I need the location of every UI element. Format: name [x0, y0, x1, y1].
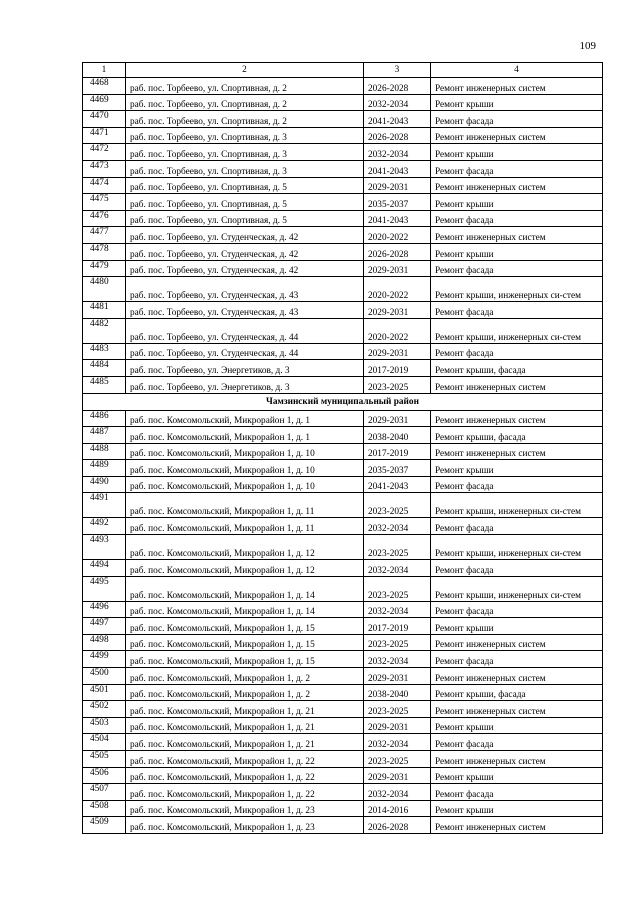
row-work-type: Ремонт крыши, инженерных си-стем — [431, 277, 603, 302]
row-number: 4504 — [83, 734, 126, 751]
table-row — [83, 493, 603, 518]
row-address: раб. пос. Комсомольский, Микрорайон 1, д. 12 — [126, 560, 364, 577]
row-period: 2017-2019 — [364, 360, 431, 377]
row-work-type: Ремонт крыши — [431, 717, 603, 734]
row-address: раб. пос. Торбеево, ул. Энергетиков, д. 3 — [126, 360, 364, 377]
row-work-type: Ремонт инженерных систем — [431, 127, 603, 144]
column-header: 3 — [364, 63, 431, 78]
row-address: раб. пос. Комсомольский, Микрорайон 1, д. 21 — [126, 701, 364, 718]
row-address: раб. пос. Торбеево, ул. Спортивная, д. 5 — [126, 177, 364, 194]
row-period: 2032-2034 — [364, 734, 431, 751]
row-period: 2029-2031 — [364, 177, 431, 194]
row-number: 4507 — [83, 784, 126, 801]
row-work-type: Ремонт крыши — [431, 460, 603, 477]
row-number: 4502 — [83, 701, 126, 718]
row-number: 4499 — [83, 651, 126, 668]
capital-repair-table — [82, 62, 603, 834]
row-number: 4505 — [83, 751, 126, 768]
row-number: 4487 — [83, 427, 126, 444]
row-number: 4494 — [83, 560, 126, 577]
row-address: раб. пос. Комсомольский, Микрорайон 1, д. 11 — [126, 518, 364, 535]
table-row — [83, 717, 603, 734]
row-period: 2038-2040 — [364, 684, 431, 701]
table-row — [83, 734, 603, 751]
table-row — [83, 227, 603, 244]
row-work-type: Ремонт инженерных систем — [431, 701, 603, 718]
row-number: 4475 — [83, 194, 126, 211]
table-row — [83, 94, 603, 111]
table-row — [83, 127, 603, 144]
row-work-type: Ремонт крыши, инженерных си-стем — [431, 535, 603, 560]
row-period: 2038-2040 — [364, 427, 431, 444]
row-work-type: Ремонт инженерных систем — [431, 668, 603, 685]
row-work-type: Ремонт фасада — [431, 160, 603, 177]
row-number: 4497 — [83, 618, 126, 635]
row-work-type: Ремонт фасада — [431, 302, 603, 319]
table-row — [83, 318, 603, 343]
row-work-type: Ремонт инженерных систем — [431, 78, 603, 95]
table-row — [83, 111, 603, 128]
row-period: 2032-2034 — [364, 601, 431, 618]
row-address: раб. пос. Торбеево, ул. Студенческая, д. 42 — [126, 260, 364, 277]
row-period: 2023-2025 — [364, 751, 431, 768]
row-period: 2026-2028 — [364, 78, 431, 95]
table-row — [83, 784, 603, 801]
row-number: 4492 — [83, 518, 126, 535]
row-number: 4500 — [83, 668, 126, 685]
row-address: раб. пос. Комсомольский, Микрорайон 1, д. 23 — [126, 817, 364, 834]
row-work-type: Ремонт крыши — [431, 618, 603, 635]
row-period: 2026-2028 — [364, 127, 431, 144]
table-row — [83, 618, 603, 635]
table-row — [83, 767, 603, 784]
row-work-type: Ремонт фасада — [431, 651, 603, 668]
row-number: 4468 — [83, 78, 126, 95]
row-work-type: Ремонт фасада — [431, 784, 603, 801]
row-address: раб. пос. Комсомольский, Микрорайон 1, д. 10 — [126, 460, 364, 477]
row-period: 2032-2034 — [364, 560, 431, 577]
row-address: раб. пос. Торбеево, ул. Студенческая, д. 44 — [126, 343, 364, 360]
row-address: раб. пос. Комсомольский, Микрорайон 1, д. 1 — [126, 427, 364, 444]
row-number: 4488 — [83, 443, 126, 460]
row-period: 2032-2034 — [364, 144, 431, 161]
row-number: 4506 — [83, 767, 126, 784]
row-work-type: Ремонт фасада — [431, 111, 603, 128]
row-number: 4473 — [83, 160, 126, 177]
row-period: 2017-2019 — [364, 618, 431, 635]
section-row — [83, 393, 603, 410]
row-period: 2032-2034 — [364, 784, 431, 801]
table-row — [83, 476, 603, 493]
row-work-type: Ремонт фасада — [431, 734, 603, 751]
row-address: раб. пос. Комсомольский, Микрорайон 1, д. 1 — [126, 410, 364, 427]
row-period: 2041-2043 — [364, 210, 431, 227]
table-row — [83, 302, 603, 319]
table-row — [83, 684, 603, 701]
table-row — [83, 410, 603, 427]
column-header: 1 — [83, 63, 126, 78]
table-row — [83, 427, 603, 444]
table-row — [83, 560, 603, 577]
row-work-type: Ремонт крыши, инженерных си-стем — [431, 576, 603, 601]
row-number: 4470 — [83, 111, 126, 128]
row-period: 2029-2031 — [364, 668, 431, 685]
table-row — [83, 460, 603, 477]
row-address: раб. пос. Комсомольский, Микрорайон 1, д. 2 — [126, 668, 364, 685]
row-address: раб. пос. Торбеево, ул. Спортивная, д. 3 — [126, 127, 364, 144]
row-number: 4498 — [83, 634, 126, 651]
row-period: 2023-2025 — [364, 576, 431, 601]
row-work-type: Ремонт инженерных систем — [431, 410, 603, 427]
row-address: раб. пос. Комсомольский, Микрорайон 1, д. 23 — [126, 800, 364, 817]
row-period: 2017-2019 — [364, 443, 431, 460]
table-row — [83, 576, 603, 601]
row-number: 4474 — [83, 177, 126, 194]
row-number: 4481 — [83, 302, 126, 319]
row-work-type: Ремонт крыши — [431, 243, 603, 260]
row-period: 2035-2037 — [364, 194, 431, 211]
row-period: 2041-2043 — [364, 160, 431, 177]
row-period: 2032-2034 — [364, 94, 431, 111]
row-work-type: Ремонт крыши, инженерных си-стем — [431, 493, 603, 518]
row-address: раб. пос. Комсомольский, Микрорайон 1, д. 21 — [126, 717, 364, 734]
table-row — [83, 376, 603, 393]
row-address: раб. пос. Комсомольский, Микрорайон 1, д. 22 — [126, 767, 364, 784]
row-work-type: Ремонт крыши, инженерных си-стем — [431, 318, 603, 343]
row-work-type: Ремонт крыши, фасада — [431, 684, 603, 701]
row-address: раб. пос. Торбеево, ул. Спортивная, д. 2 — [126, 111, 364, 128]
row-address: раб. пос. Торбеево, ул. Спортивная, д. 2 — [126, 78, 364, 95]
row-work-type: Ремонт инженерных систем — [431, 443, 603, 460]
row-number: 4472 — [83, 144, 126, 161]
row-period: 2026-2028 — [364, 817, 431, 834]
row-period: 2041-2043 — [364, 476, 431, 493]
row-period: 2035-2037 — [364, 460, 431, 477]
row-address: раб. пос. Комсомольский, Микрорайон 1, д. 2 — [126, 684, 364, 701]
table-row — [83, 443, 603, 460]
row-address: раб. пос. Комсомольский, Микрорайон 1, д. 11 — [126, 493, 364, 518]
row-address: раб. пос. Торбеево, ул. Спортивная, д. 3 — [126, 160, 364, 177]
row-period: 2020-2022 — [364, 227, 431, 244]
row-address: раб. пос. Торбеево, ул. Студенческая, д. 42 — [126, 243, 364, 260]
row-period: 2020-2022 — [364, 277, 431, 302]
row-period: 2023-2025 — [364, 493, 431, 518]
row-work-type: Ремонт инженерных систем — [431, 376, 603, 393]
row-period: 2029-2031 — [364, 410, 431, 427]
row-number: 4501 — [83, 684, 126, 701]
row-number: 4491 — [83, 493, 126, 518]
table-row — [83, 160, 603, 177]
row-work-type: Ремонт фасада — [431, 343, 603, 360]
row-work-type: Ремонт крыши, фасада — [431, 427, 603, 444]
table-row — [83, 668, 603, 685]
row-number: 4476 — [83, 210, 126, 227]
table-row — [83, 243, 603, 260]
page-number: 109 — [579, 40, 596, 52]
table-row — [83, 260, 603, 277]
row-work-type: Ремонт фасада — [431, 476, 603, 493]
row-number: 4478 — [83, 243, 126, 260]
table-row — [83, 817, 603, 834]
row-number: 4482 — [83, 318, 126, 343]
row-period: 2029-2031 — [364, 767, 431, 784]
row-number: 4471 — [83, 127, 126, 144]
row-period: 2029-2031 — [364, 302, 431, 319]
row-number: 4489 — [83, 460, 126, 477]
row-number: 4493 — [83, 535, 126, 560]
row-period: 2029-2031 — [364, 260, 431, 277]
row-address: раб. пос. Торбеево, ул. Спортивная, д. 5 — [126, 210, 364, 227]
table-row — [83, 518, 603, 535]
row-work-type: Ремонт инженерных систем — [431, 177, 603, 194]
row-work-type: Ремонт фасада — [431, 210, 603, 227]
row-number: 4495 — [83, 576, 126, 601]
row-address: раб. пос. Комсомольский, Микрорайон 1, д. 22 — [126, 784, 364, 801]
table-row — [83, 210, 603, 227]
row-period: 2020-2022 — [364, 318, 431, 343]
row-work-type: Ремонт инженерных систем — [431, 751, 603, 768]
row-address: раб. пос. Комсомольский, Микрорайон 1, д. 12 — [126, 535, 364, 560]
table-row — [83, 343, 603, 360]
table-row — [83, 701, 603, 718]
row-number: 4479 — [83, 260, 126, 277]
row-work-type: Ремонт фасада — [431, 518, 603, 535]
row-number: 4486 — [83, 410, 126, 427]
row-work-type: Ремонт крыши — [431, 767, 603, 784]
section-title: Чамзинский муниципальный район — [83, 393, 603, 410]
row-address: раб. пос. Торбеево, ул. Студенческая, д. 44 — [126, 318, 364, 343]
row-number: 4496 — [83, 601, 126, 618]
table-row — [83, 634, 603, 651]
column-header: 4 — [431, 63, 603, 78]
row-number: 4480 — [83, 277, 126, 302]
row-period: 2026-2028 — [364, 243, 431, 260]
row-work-type: Ремонт крыши — [431, 144, 603, 161]
table-row — [83, 78, 603, 95]
row-number: 4483 — [83, 343, 126, 360]
table-row — [83, 360, 603, 377]
row-work-type: Ремонт инженерных систем — [431, 817, 603, 834]
row-address: раб. пос. Комсомольский, Микрорайон 1, д. 14 — [126, 576, 364, 601]
row-address: раб. пос. Торбеево, ул. Студенческая, д. 43 — [126, 277, 364, 302]
row-period: 2029-2031 — [364, 717, 431, 734]
row-number: 4484 — [83, 360, 126, 377]
row-address: раб. пос. Торбеево, ул. Спортивная, д. 3 — [126, 144, 364, 161]
row-work-type: Ремонт инженерных систем — [431, 227, 603, 244]
row-work-type: Ремонт крыши — [431, 800, 603, 817]
row-work-type: Ремонт фасада — [431, 260, 603, 277]
row-work-type: Ремонт фасада — [431, 601, 603, 618]
table-row — [83, 144, 603, 161]
row-address: раб. пос. Комсомольский, Микрорайон 1, д. 15 — [126, 651, 364, 668]
row-work-type: Ремонт инженерных систем — [431, 634, 603, 651]
row-number: 4490 — [83, 476, 126, 493]
row-address: раб. пос. Комсомольский, Микрорайон 1, д. 15 — [126, 634, 364, 651]
column-header: 2 — [126, 63, 364, 78]
row-number: 4503 — [83, 717, 126, 734]
table-row — [83, 601, 603, 618]
row-address: раб. пос. Комсомольский, Микрорайон 1, д. 21 — [126, 734, 364, 751]
table-header-row — [83, 63, 603, 78]
table-row — [83, 277, 603, 302]
table-row — [83, 751, 603, 768]
table-row — [83, 800, 603, 817]
row-work-type: Ремонт крыши, фасада — [431, 360, 603, 377]
row-number: 4469 — [83, 94, 126, 111]
table-row — [83, 177, 603, 194]
row-address: раб. пос. Комсомольский, Микрорайон 1, д. 10 — [126, 476, 364, 493]
row-number: 4509 — [83, 817, 126, 834]
row-address: раб. пос. Комсомольский, Микрорайон 1, д. 15 — [126, 618, 364, 635]
table-row — [83, 651, 603, 668]
row-number: 4477 — [83, 227, 126, 244]
row-address: раб. пос. Комсомольский, Микрорайон 1, д. 14 — [126, 601, 364, 618]
row-address: раб. пос. Торбеево, ул. Спортивная, д. 2 — [126, 94, 364, 111]
row-period: 2023-2025 — [364, 535, 431, 560]
table-row — [83, 535, 603, 560]
row-period: 2041-2043 — [364, 111, 431, 128]
row-address: раб. пос. Комсомольский, Микрорайон 1, д. 22 — [126, 751, 364, 768]
row-period: 2023-2025 — [364, 376, 431, 393]
row-period: 2023-2025 — [364, 634, 431, 651]
table-row — [83, 194, 603, 211]
row-period: 2032-2034 — [364, 518, 431, 535]
row-period: 2014-2016 — [364, 800, 431, 817]
row-work-type: Ремонт крыши — [431, 94, 603, 111]
row-work-type: Ремонт крыши — [431, 194, 603, 211]
row-period: 2032-2034 — [364, 651, 431, 668]
row-number: 4485 — [83, 376, 126, 393]
row-address: раб. пос. Комсомольский, Микрорайон 1, д. 10 — [126, 443, 364, 460]
row-address: раб. пос. Торбеево, ул. Студенческая, д. 42 — [126, 227, 364, 244]
row-number: 4508 — [83, 800, 126, 817]
row-address: раб. пос. Торбеево, ул. Студенческая, д. 43 — [126, 302, 364, 319]
row-work-type: Ремонт фасада — [431, 560, 603, 577]
row-period: 2029-2031 — [364, 343, 431, 360]
row-period: 2023-2025 — [364, 701, 431, 718]
row-address: раб. пос. Торбеево, ул. Энергетиков, д. 3 — [126, 376, 364, 393]
row-address: раб. пос. Торбеево, ул. Спортивная, д. 5 — [126, 194, 364, 211]
